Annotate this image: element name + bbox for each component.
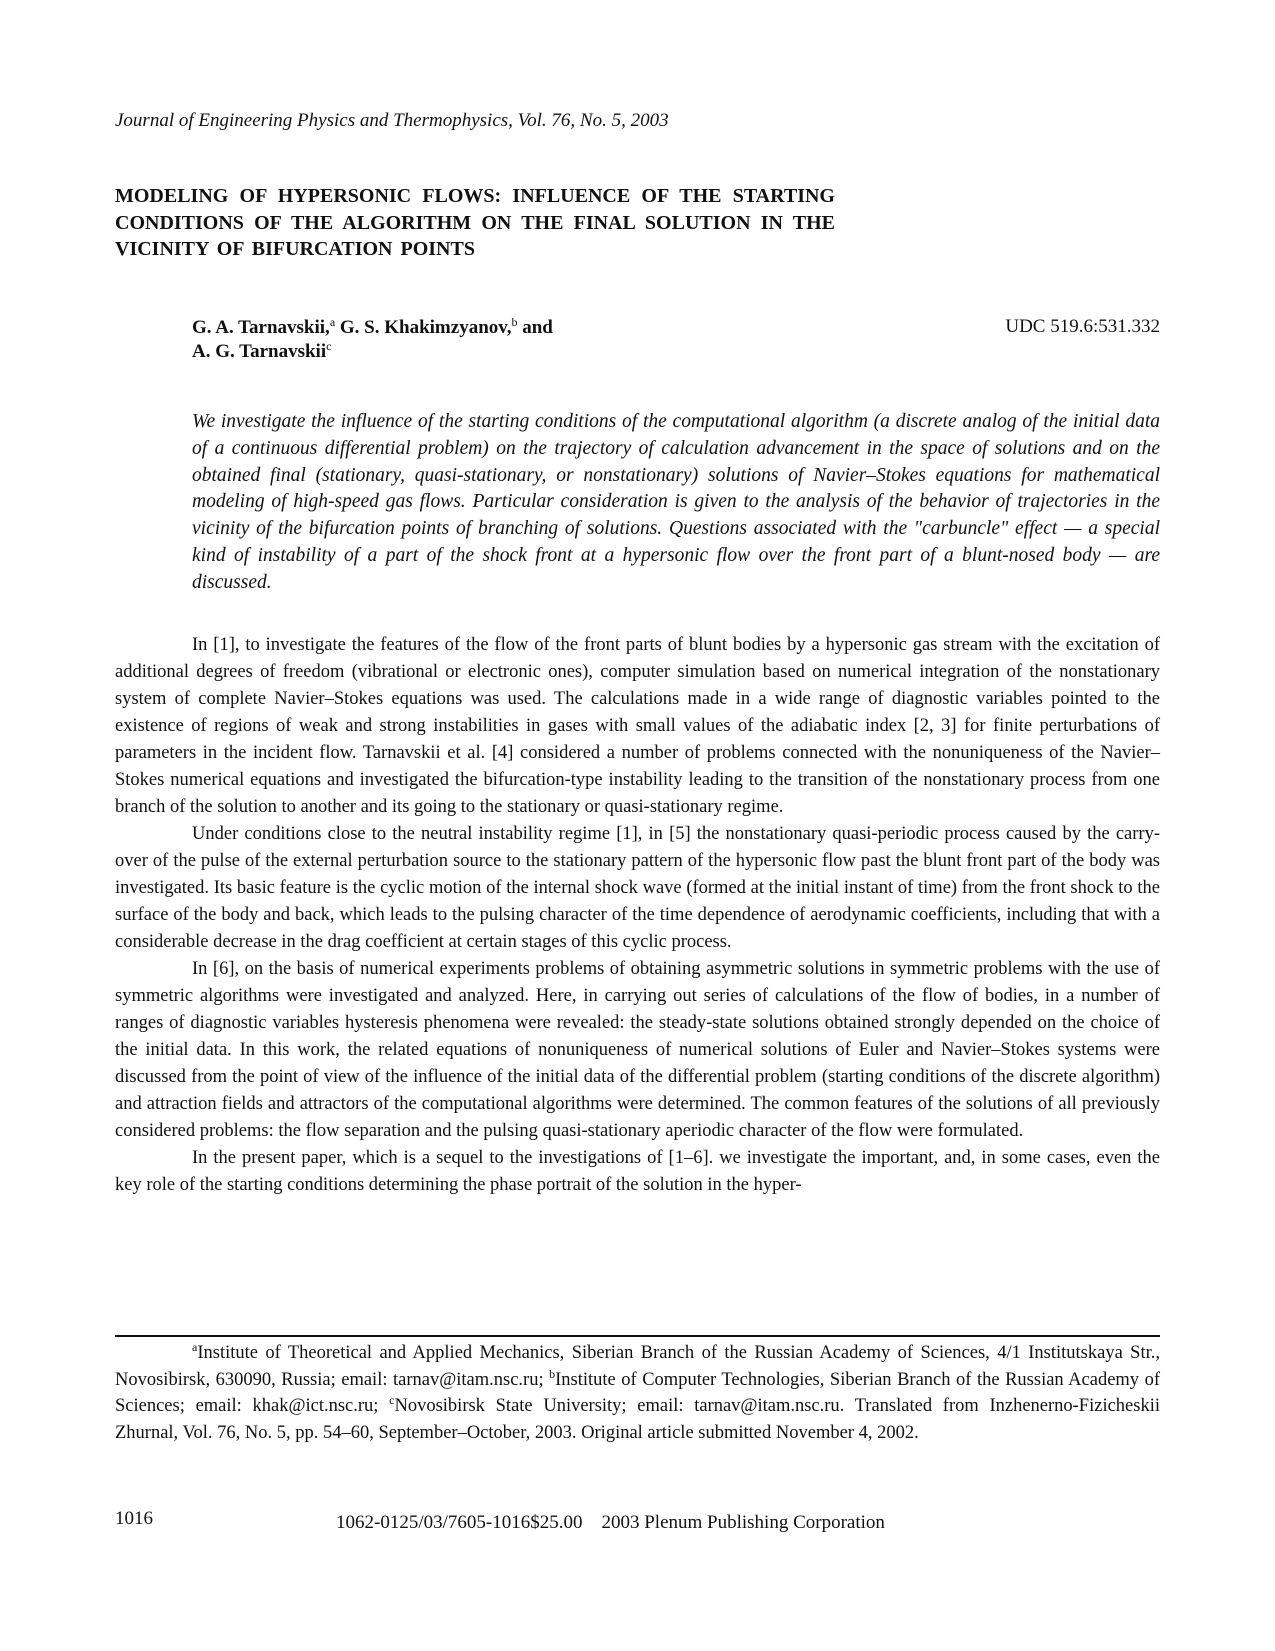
author-3: A. G. Tarnavskii$^c$ <box>192 339 332 362</box>
page-number: 1016 <box>115 1508 153 1529</box>
paragraph: In [6], on the basis of numerical experiments problems of obtaining asymmetric solutions in symmetric problems with the use of symmetric algorithms were investigated and analyzed. Here, in carrying out series of calculations of the flow of bodies, in a number of ranges of diagnostic variables hysteresis phenomena were revealed: the steady-state solutions obtained strongly depended on the choice of the initial data. In this work, the related equations of nonuniqueness of numerical solutions of Euler and Navier–Stokes systems were discussed from the point of view of the influence of the initial data of the differential problem (starting conditions of the discrete algorithm) and attraction fields and attractors of the computational algorithms were determined. The common features of the solutions of all previously considered problems: the flow separation and the pulsing quasi-stationary aperiodic character of the flow were formulated. <box>115 959 1160 1141</box>
author-2: G. S. Khakimzyanov,$^b$ and <box>339 315 553 338</box>
publisher: 2003 Plenum Publishing Corporation <box>601 1512 885 1533</box>
imprint-line <box>336 1512 885 1534</box>
author-1: G. A. Tarnavskii,$^a$ <box>192 315 336 338</box>
paragraph: Under conditions close to the neutral instability regime [1], in [5] the nonstationary quasi-periodic process caused by the carry-over of the pulse of the external perturbation source to the stationary pattern of the hypersonic flow past the blunt front part of the body was investigated. Its basic feature is the cyclic motion of the internal shock wave (formed at the initial instant of time) from the front shock to the surface of the body and back, which leads to the pulsing character of the time dependence of aerodynamic coefficients, including that with a considerable decrease in the drag coefficient at certain stages of this cyclic process. <box>115 824 1160 952</box>
author-list <box>192 316 553 364</box>
affiliation-mark: a <box>329 315 336 329</box>
udc-code: UDC 519.6:531.332 <box>1005 316 1160 337</box>
journal-header: Journal of Engineering Physics and Thermophysics, Vol. 76, No. 5, 2003 <box>115 110 669 131</box>
paragraph: In the present paper, which is a sequel to the investigations of [1–6]. we investigate the important, and, in some cases, even the key role of the starting conditions determining the phase portrait of the solution in the hyper- <box>115 1148 1160 1195</box>
article-title: MODELING OF HYPERSONIC FLOWS: INFLUENCE OF THE STARTING CONDITIONS OF THE ALGORITHM ON THE FINAL SOLUTION IN THE VICINITY OF BIFURCATION POINTS <box>115 185 835 260</box>
affiliation-mark: c <box>326 339 332 353</box>
body-text <box>115 632 1160 1199</box>
footnote-divider <box>115 1335 1160 1337</box>
price-code: 1062-0125/03/7605-1016$25.00 <box>336 1512 583 1533</box>
affiliation-footnote: $^a$Institute of Theoretical and Applied Mechanics, Siberian Branch of the Russian Academy of Sciences, 4/1 Institutskaya Str., Novosibirsk, 630090, Russia; email: tarnav@itam.nsc.ru; $^b$Institute of Computer Technologies, Siberian Branch of the Russian Academy of Sciences; email: khak@ict.nsc.ru; $^c$Novosibirsk State University; email: tarnav@itam.nsc.ru. Translated from Inzhenerno-Fizicheskii Zhurnal, Vol. 76, No. 5, pp. 54–60, September–October, 2003. Original article submitted November 4, 2002. <box>115 1340 1160 1443</box>
affiliation-mark: b <box>511 315 518 329</box>
paragraph: In [1], to investigate the features of the flow of the front parts of blunt bodies by a hypersonic gas stream with the excitation of additional degrees of freedom (vibrational or electronic ones), computer simulation based on numerical integration of the nonstationary system of complete Navier–Stokes equations was used. The calculations made in a wide range of diagnostic variables pointed to the existence of regions of weak and strong instabilities in gases with small values of the adiabatic index [2, 3] for finite perturbations of parameters in the incident flow. Tarnavskii et al. [4] considered a number of problems connected with the nonuniqueness of the Navier–Stokes numerical equations and investigated the bifurcation-type instability leading to the transition of the nonstationary process from one branch of the solution to another and its going to the stationary or quasi-stationary regime. <box>115 635 1160 817</box>
abstract: We investigate the influence of the starting conditions of the computational algorithm (a discrete analog of the initial data of a continuous differential problem) on the trajectory of calculation advancement in the space of solutions and on the obtained final (stationary, quasi-stationary, or nonstationary) solutions of Navier–Stokes equations for mathematical modeling of high-speed gas flows. Particular consideration is given to the analysis of the behavior of trajectories in the vicinity of the bifurcation points of branching of solutions. Questions associated with the "carbuncle" effect — a special kind of instability of a part of the shock front at a hypersonic flow over the front part of a blunt-nosed body — are discussed. <box>192 411 1160 593</box>
